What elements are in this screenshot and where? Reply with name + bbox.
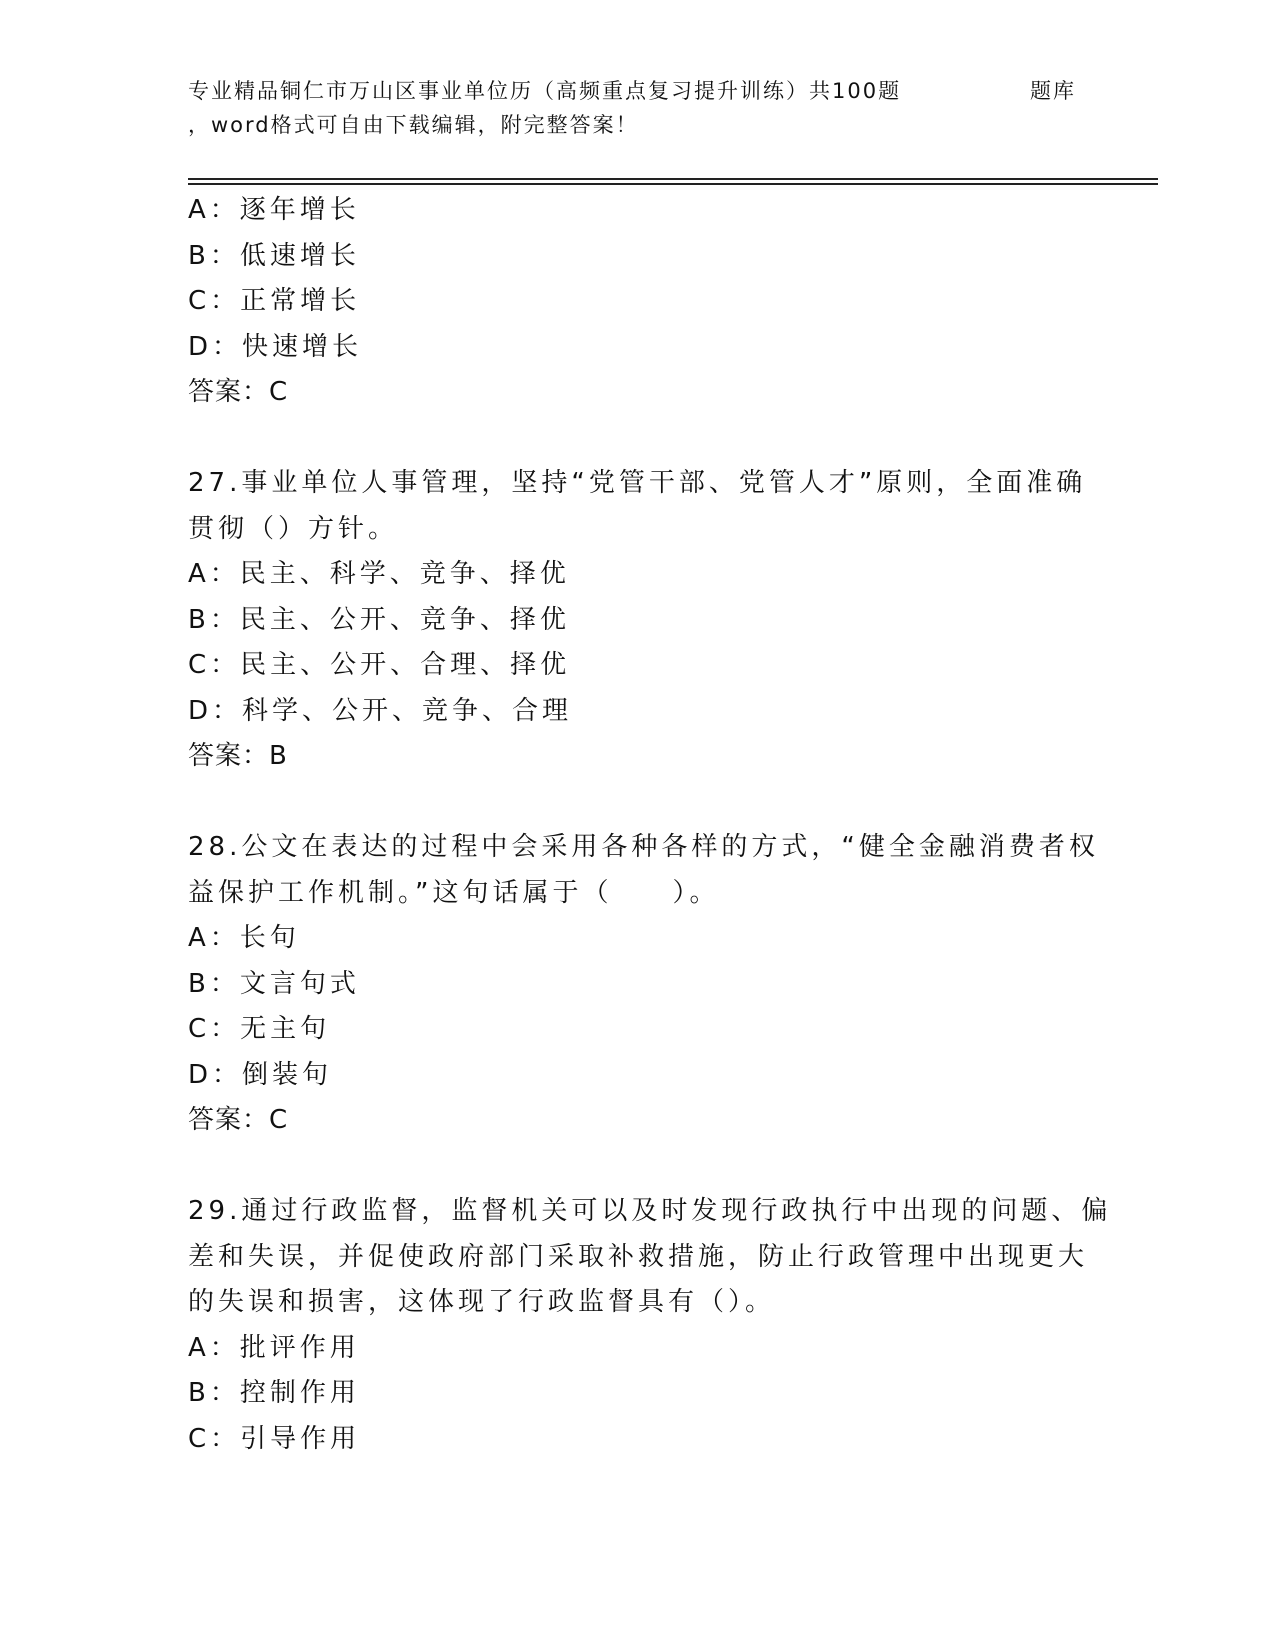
option-a: A：逐年增长 — [188, 195, 360, 225]
question-text: 的失误和损害，这体现了行政监督具有（）。 — [188, 1287, 776, 1317]
question-content — [188, 188, 1112, 1462]
page-header — [188, 74, 1088, 142]
option-b: B：民主、公开、竞争、择优 — [188, 604, 570, 635]
question-text: 28.公文在表达的过程中会采用各种各样的方式，“健全金融消费者权 — [188, 832, 1099, 862]
option-d: D：倒装句 — [188, 1059, 333, 1090]
document-subtitle: ，word格式可自由下载编辑，附完整答案！ — [188, 113, 639, 137]
question-text: 29.通过行政监督，监督机关可以及时发现行政执行中出现的问题、偏 — [188, 1196, 1112, 1226]
question-text: 差和失误，并促使政府部门采取补救措施，防止行政管理中出现更大 — [188, 1241, 1089, 1272]
option-c: C：正常增长 — [188, 286, 361, 316]
answer: 答案：C — [188, 377, 289, 407]
question-text: 贯彻（）方针。 — [188, 513, 399, 544]
question-text: 27.事业单位人事管理，坚持“党管干部、党管人才”原则，全面准确 — [188, 468, 1087, 498]
option-b: B：低速增长 — [188, 240, 360, 271]
answer: 答案：B — [188, 741, 288, 771]
option-c: C：引导作用 — [188, 1423, 361, 1454]
option-c: C：无主句 — [188, 1014, 331, 1044]
option-d: D：快速增长 — [188, 331, 363, 362]
option-a: A：批评作用 — [188, 1332, 360, 1363]
answer: 答案：C — [188, 1105, 289, 1135]
option-a: A：长句 — [188, 923, 300, 953]
option-a: A：民主、科学、竞争、择优 — [188, 559, 570, 589]
option-b: B：文言句式 — [188, 968, 360, 999]
option-c: C：民主、公开、合理、择优 — [188, 650, 571, 680]
header-right-label: 题库 — [1030, 79, 1076, 103]
option-b: B：控制作用 — [188, 1378, 360, 1408]
document-title: 专业精品铜仁市万山区事业单位历（高频重点复习提升训练）共100题 — [188, 79, 902, 103]
option-d: D：科学、公开、竞争、合理 — [188, 695, 573, 726]
question-text: 益保护工作机制。”这句话属于（ ）。 — [188, 877, 720, 908]
header-divider — [188, 178, 1158, 180]
header-divider — [188, 183, 1158, 185]
